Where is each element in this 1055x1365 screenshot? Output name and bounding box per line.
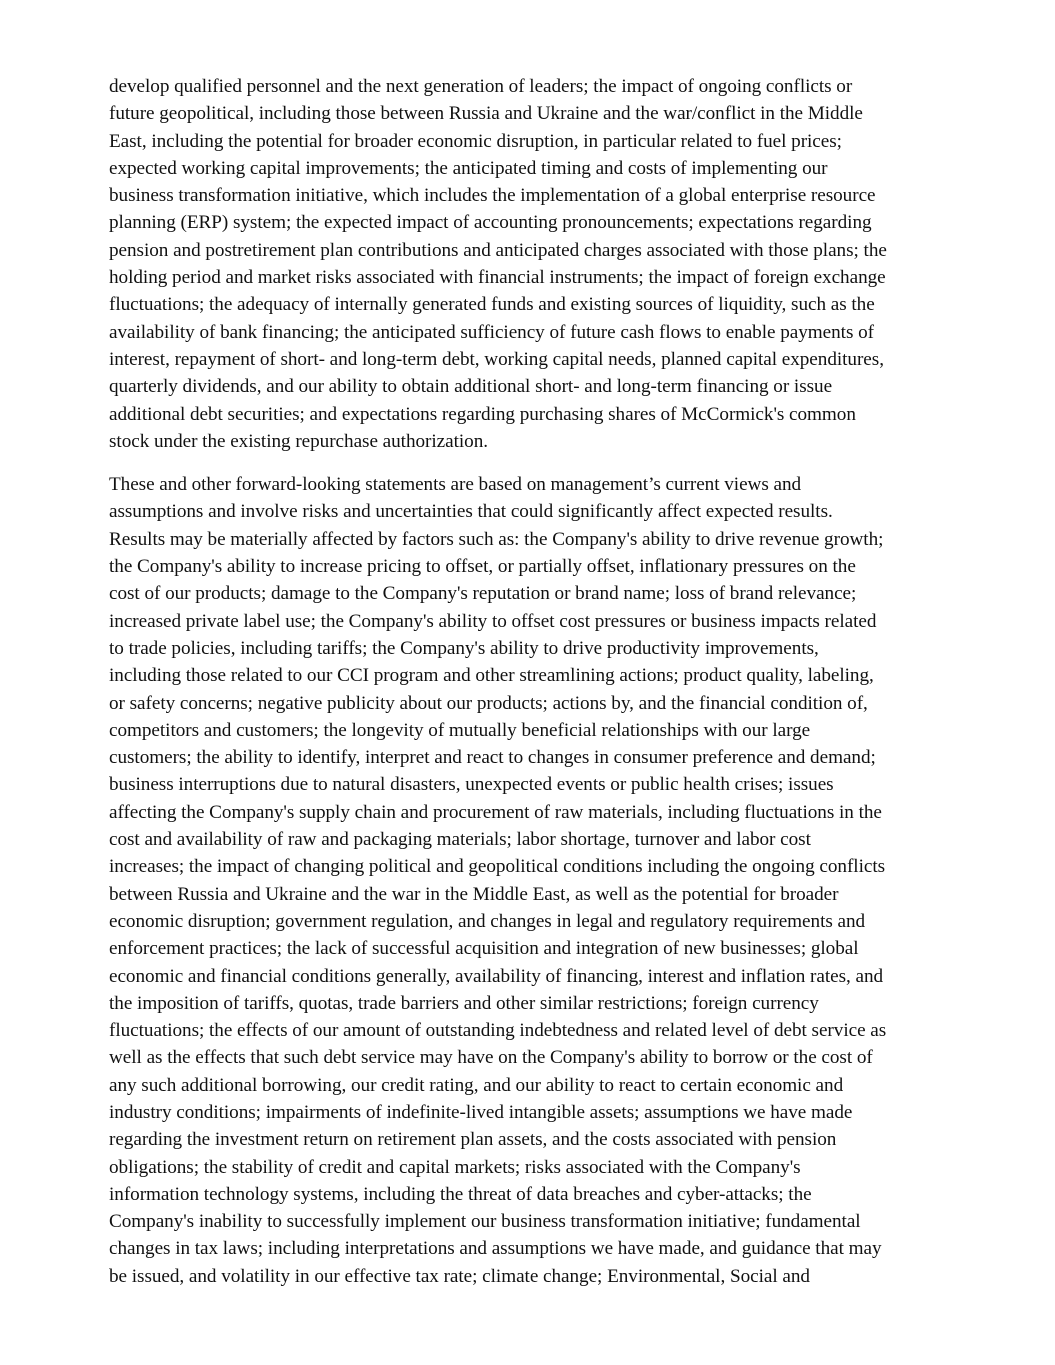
paragraph-risk-factors: These and other forward-looking statements are based on management’s current views and assumptions and involve risks and uncertainties that could significantly affect expected results. Results may be materially affected by factors such as: the Company's ability to drive revenue growth; the Company's ability to increase pricing to offset, or partially offset, inflationary pressures on the cost of our products; damage to the Company's reputation or brand name; loss of brand relevance; increased private label use; the Company's ability to offset cost pressures or business impacts related to trade policies, including tariffs; the Company's ability to drive productivity improvements, including those related to our CCI program and other streamlining actions; product quality, labeling, or safety concerns; negative publicity about our products; actions by, and the financial condition of, competitors and customers; the longevity of mutually beneficial relationships with our large customers; the ability to identify, interpret and react to changes in consumer preference and demand; business interruptions due to natural disasters, unexpected events or public health crises; issues affecting the Company's supply chain and procurement of raw materials, including fluctuations in the cost and availability of raw and packaging materials; labor shortage, turnover and labor cost increases; the impact of changing political and geopolitical conditions including the ongoing conflicts between Russia and Ukraine and the war in the Middle East, as well as the potential for broader economic disruption; government regulation, and changes in legal and regulatory requirements and enforcement practices; the lack of successful acquisition and integration of new businesses; global economic and financial conditions generally, availability of financing, interest and inflation rates, and the imposition of tariffs, quotas, trade barriers and other similar restrictions; foreign currency fluctuations; the effects of our amount of outstanding indebtedness and related level of debt service as well as the effects that such debt service may have on the Company's ability to borrow or the cost of any such additional borrowing, our credit rating, and our ability to react to certain economic and industry conditions; impairments of indefinite-lived intangible assets; assumptions we have made regarding the investment return on retirement plan assets, and the costs associated with pension obligations; the stability of credit and capital markets; risks associated with the Company's information technology systems, including the threat of data breaches and cyber-attacks; the Company's inability to successfully implement our business transformation initiative; fundamental changes in tax laws; including interpretations and assumptions we have made, and guidance that may be issued, and volatility in our effective tax rate; climate change; Environmental, Social and: [109, 474, 887, 1287]
document-page: [109, 73, 959, 1290]
paragraph-forward-looking-topics: develop qualified personnel and the next generation of leaders; the impact of ongoing conflicts or future geopolitical, including those between Russia and Ukraine and the war/conflict in the Middle East, including the potential for broader economic disruption, in particular related to fuel prices; expected working capital improvements; the anticipated timing and costs of implementing our business transformation initiative, which includes the implementation of a global enterprise resource planning (ERP) system; the expected impact of accounting pronouncements; expectations regarding pension and postretirement plan contributions and anticipated charges associated with those plans; the holding period and market risks associated with financial instruments; the impact of foreign exchange fluctuations; the adequacy of internally generated funds and existing sources of liquidity, such as the availability of bank financing; the anticipated sufficiency of future cash flows to enable payments of interest, repayment of short- and long-term debt, working capital needs, planned capital expenditures, quarterly dividends, and our ability to obtain additional short- and long-term financing or issue additional debt securities; and expectations regarding purchasing shares of McCormick's common stock under the existing repurchase authorization.: [109, 76, 887, 452]
